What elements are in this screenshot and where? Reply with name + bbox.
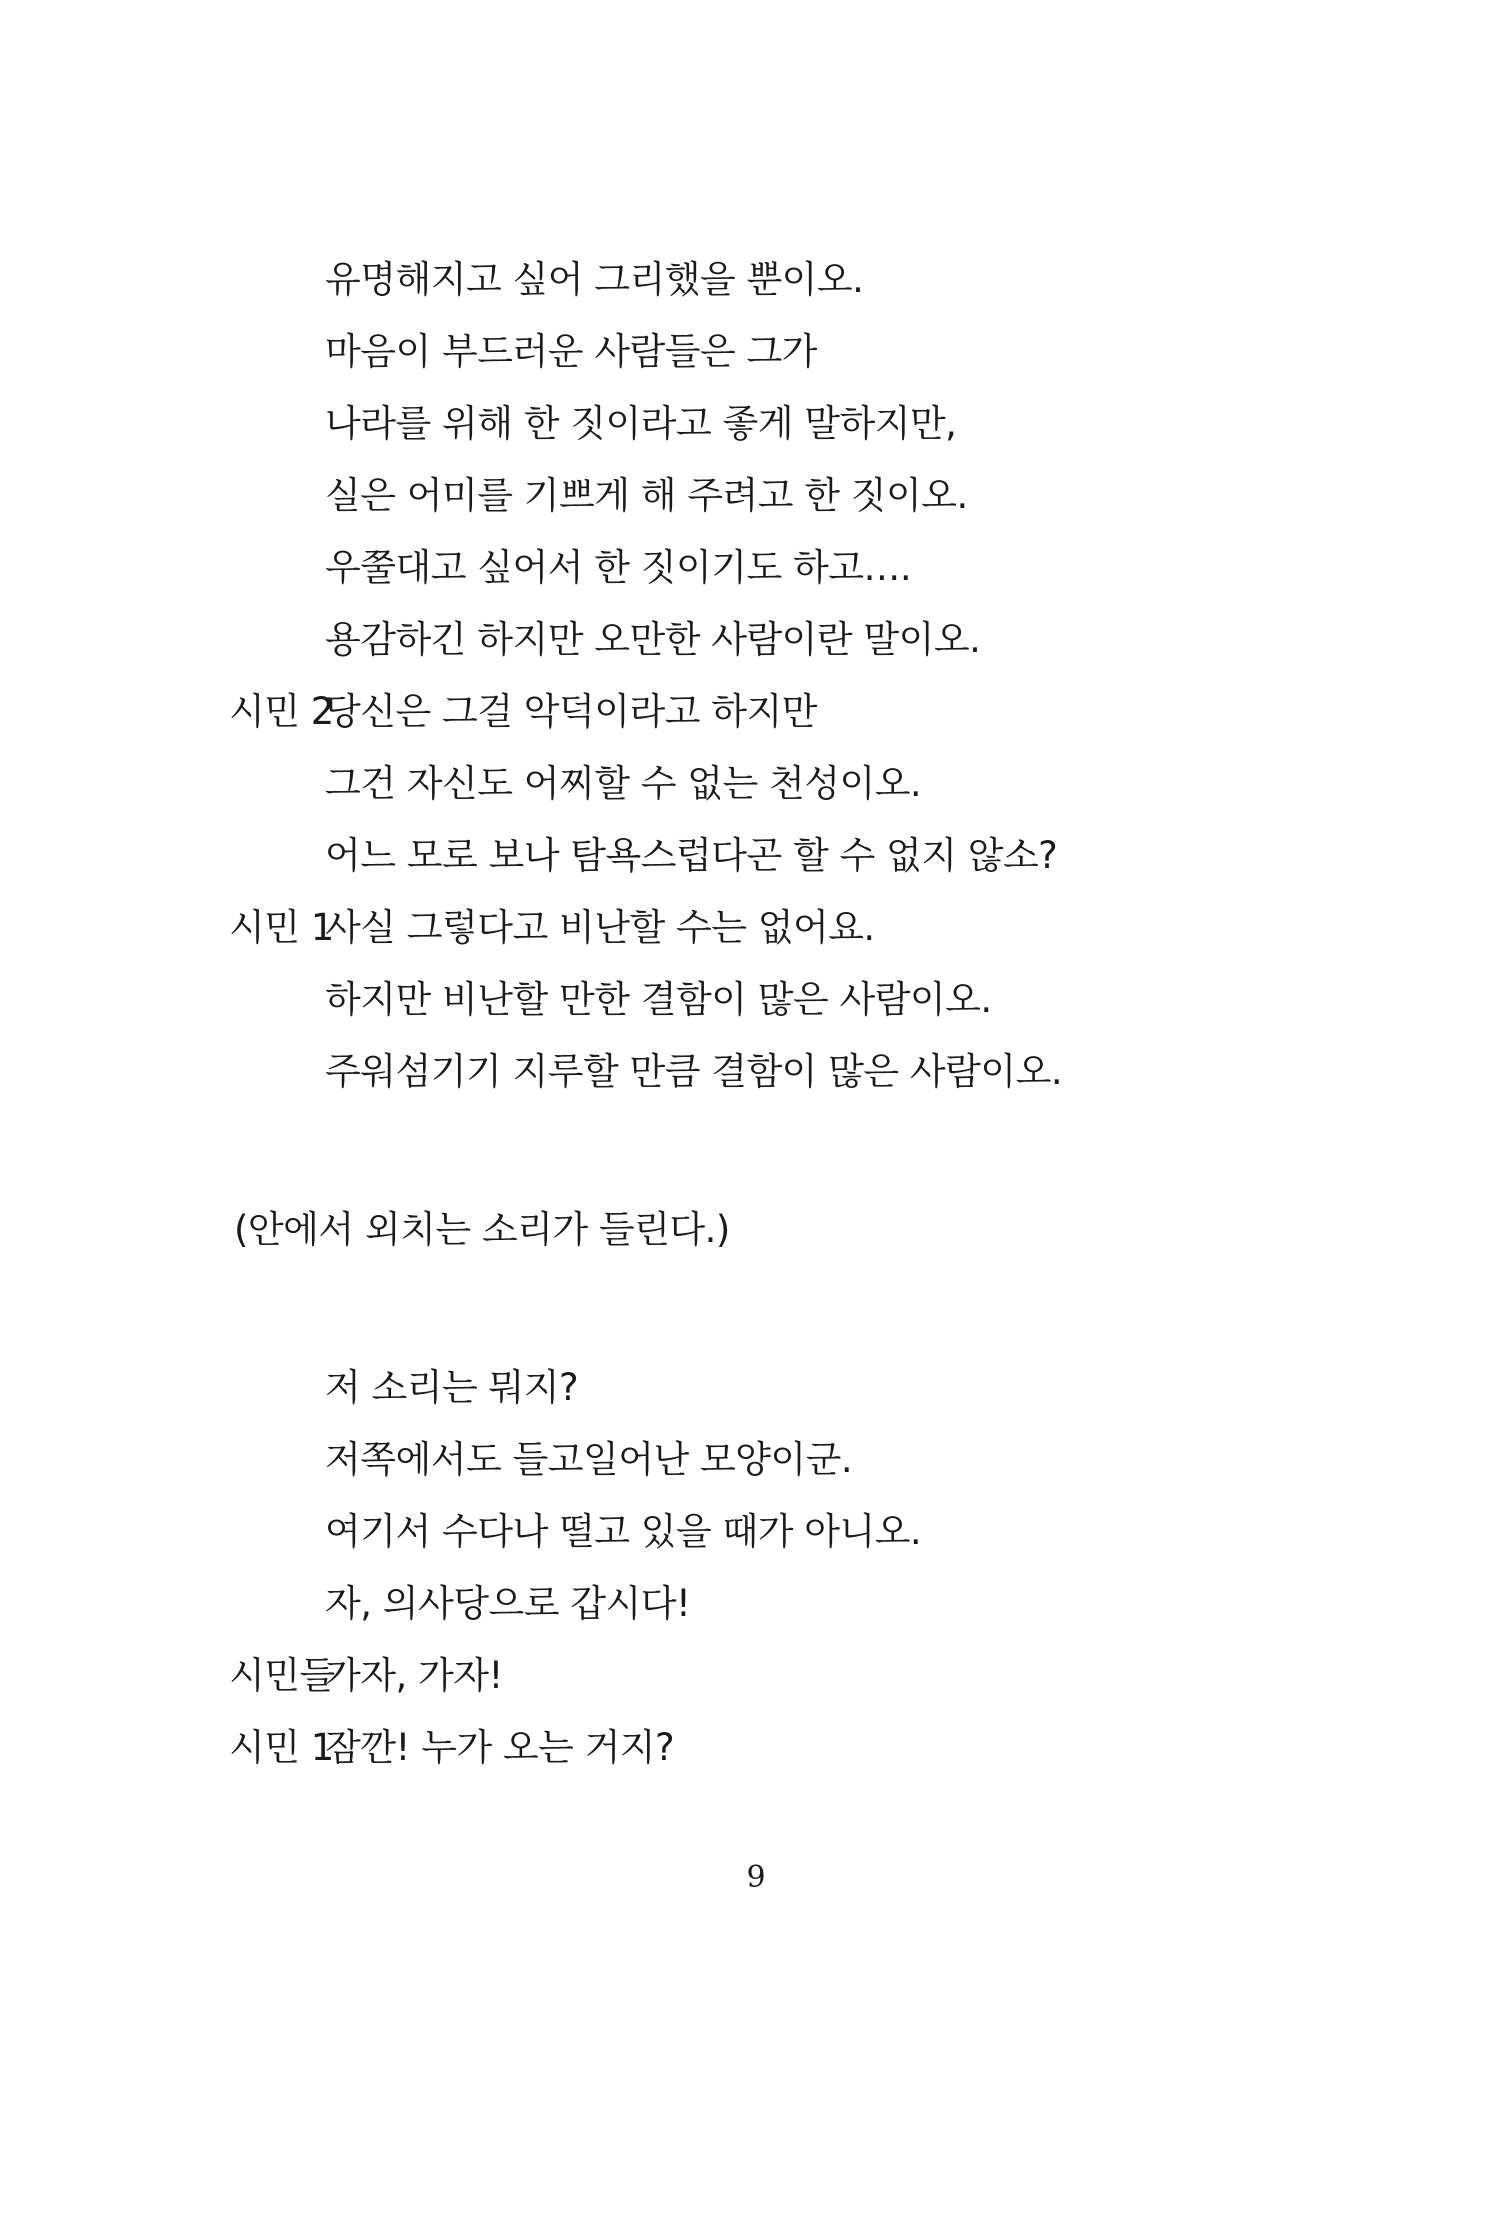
dialogue-text: 저 소리는 뭐지? xyxy=(325,1366,579,1409)
dialogue-text: 유명해지고 싶어 그리했을 뿐이오. xyxy=(325,258,864,301)
dialogue-line xyxy=(325,828,1057,884)
dialogue-line xyxy=(325,468,968,524)
dialogue-text: 주워섬기기 지루할 만큼 결함이 많은 사람이오. xyxy=(325,1050,1063,1093)
dialogue-line xyxy=(325,1576,690,1632)
dialogue-text: 잠깐! 누가 오는 거지? xyxy=(325,1726,675,1769)
dialogue-text: 저쪽에서도 들고일어난 모양이군. xyxy=(325,1438,853,1481)
dialogue-line xyxy=(325,1504,921,1560)
dialogue-text: 마음이 부드러운 사람들은 그가 xyxy=(325,330,817,373)
speaker-label: 시민 1 xyxy=(229,1726,334,1769)
dialogue-line xyxy=(325,1360,578,1416)
dialogue-line xyxy=(325,252,863,308)
dialogue-text: 자, 의사당으로 갑시다! xyxy=(325,1582,691,1625)
dialogue-text: 하지만 비난할 만한 결함이 많은 사람이오. xyxy=(325,978,992,1021)
dialogue-line xyxy=(229,1720,675,1776)
speaker-label: 시민들 xyxy=(229,1654,335,1697)
dialogue-text: 용감하긴 하지만 오만한 사람이란 말이오. xyxy=(325,618,981,661)
dialogue-line xyxy=(325,1044,1062,1100)
page-number: 9 xyxy=(746,1860,766,1895)
speaker-label: 시민 2 xyxy=(229,690,334,733)
dialogue-line xyxy=(325,972,992,1028)
dialogue-line xyxy=(325,1432,852,1488)
dialogue-text: 그건 자신도 어찌할 수 없는 천성이오. xyxy=(325,762,922,805)
dialogue-line xyxy=(229,1648,503,1704)
stage-direction: (안에서 외치는 소리가 들린다.) xyxy=(234,1208,730,1251)
dialogue-line xyxy=(325,396,956,452)
speaker-label: 시민 1 xyxy=(229,906,334,949)
dialogue-text: 가자, 가자! xyxy=(325,1654,503,1697)
dialogue-text: 당신은 그걸 악덕이라고 하지만 xyxy=(325,690,817,733)
dialogue-text: 우쭐대고 싶어서 한 짓이기도 하고…. xyxy=(325,546,912,589)
dialogue-text: 나라를 위해 한 짓이라고 좋게 말하지만, xyxy=(325,402,957,445)
dialogue-text: 어느 모로 보나 탐욕스럽다곤 할 수 없지 않소? xyxy=(325,834,1058,877)
dialogue-line xyxy=(325,324,817,380)
dialogue-line xyxy=(325,540,911,596)
dialogue-text: 여기서 수다나 떨고 있을 때가 아니오. xyxy=(325,1510,922,1553)
dialogue-line xyxy=(229,684,817,740)
dialogue-text: 사실 그렇다고 비난할 수는 없어요. xyxy=(325,906,875,949)
dialogue-line xyxy=(325,756,921,812)
dialogue-line xyxy=(229,900,875,956)
dialogue-line xyxy=(325,612,980,668)
dialogue-text: 실은 어미를 기쁘게 해 주려고 한 짓이오. xyxy=(325,474,968,517)
